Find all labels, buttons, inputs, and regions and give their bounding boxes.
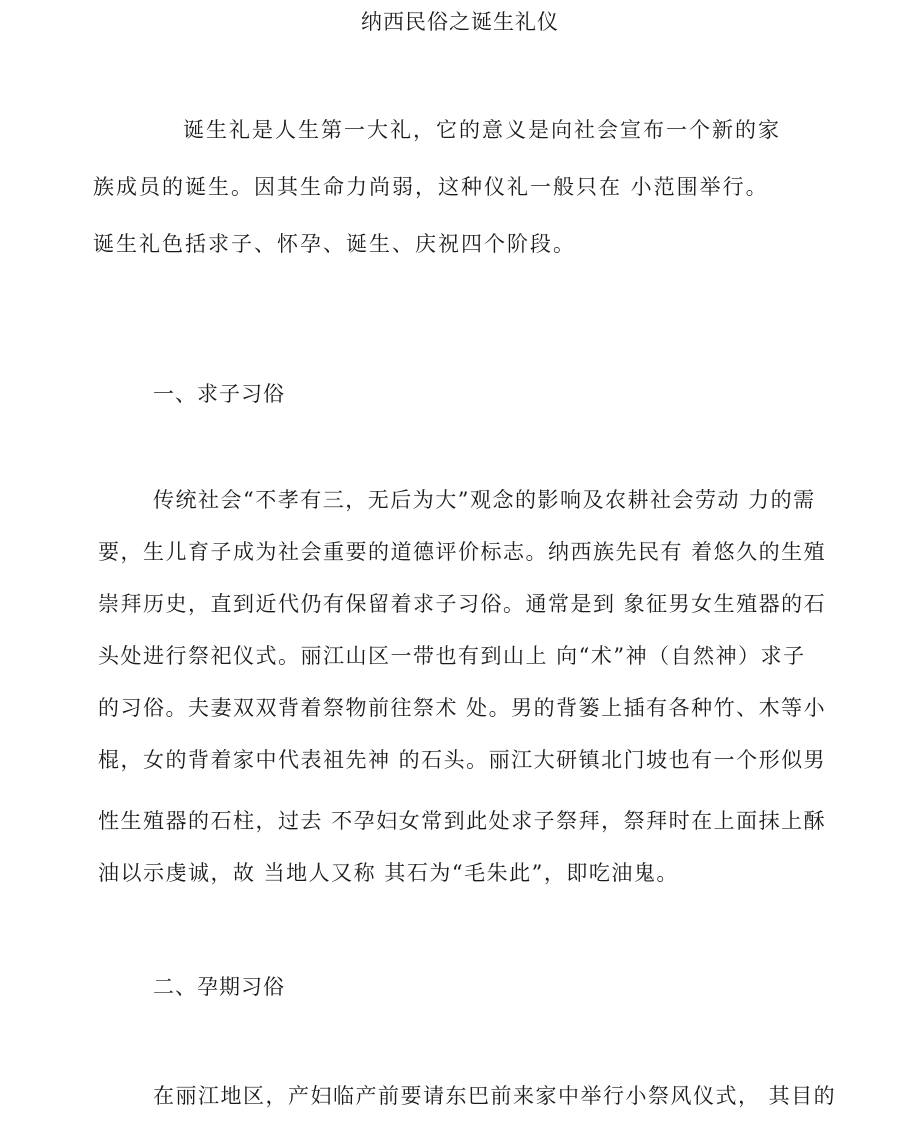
intro-line: 诞生礼是人生第一大礼，它的意义是向社会宣布一个新的家: [183, 118, 781, 142]
section-heading-pregnancy: 二、孕期习俗: [153, 975, 285, 999]
section-heading-seeking-child: 一、求子习俗: [153, 382, 285, 406]
document-title: 纳西民俗之诞生礼仪: [361, 10, 559, 34]
paragraph-line: 棍，女的背着家中代表祖先神 的石头。丽江大研镇北门坡也有一个形似男: [98, 748, 827, 772]
paragraph-line: 在丽江地区，产妇临产前要请东巴前来家中举行小祭风仪式， 其目的: [153, 1084, 837, 1108]
paragraph-line: 传统社会“不孝有三，无后为大”观念的影响及农耕社会劳动 力的需: [153, 488, 816, 512]
paragraph-line: 崇拜历史，直到近代仍有保留着求子习俗。通常是到 象征男女生殖器的石: [98, 592, 827, 616]
paragraph-line: 的习俗。夫妻双双背着祭物前往祭术 处。男的背篓上插有各种竹、木等小: [98, 696, 827, 720]
paragraph-line: 性生殖器的石柱，过去 不孕妇女常到此处求子祭拜，祭拜时在上面抹上酥: [98, 809, 827, 833]
paragraph-line: 要，生儿育子成为社会重要的道德评价标志。纳西族先民有 着悠久的生殖: [98, 540, 827, 564]
intro-line: 族成员的诞生。因其生命力尚弱，这种仪礼一般只在 小范围举行。: [93, 175, 769, 199]
paragraph-line: 头处进行祭祀仪式。丽江山区一带也有到山上 向“术”神（自然神）求子: [98, 644, 806, 668]
paragraph-line: 油以示虔诚，故 当地人又称 其石为“毛朱此”，即吃油鬼。: [98, 861, 679, 885]
intro-line: 诞生礼色括求子、怀孕、诞生、庆祝四个阶段。: [93, 232, 576, 256]
